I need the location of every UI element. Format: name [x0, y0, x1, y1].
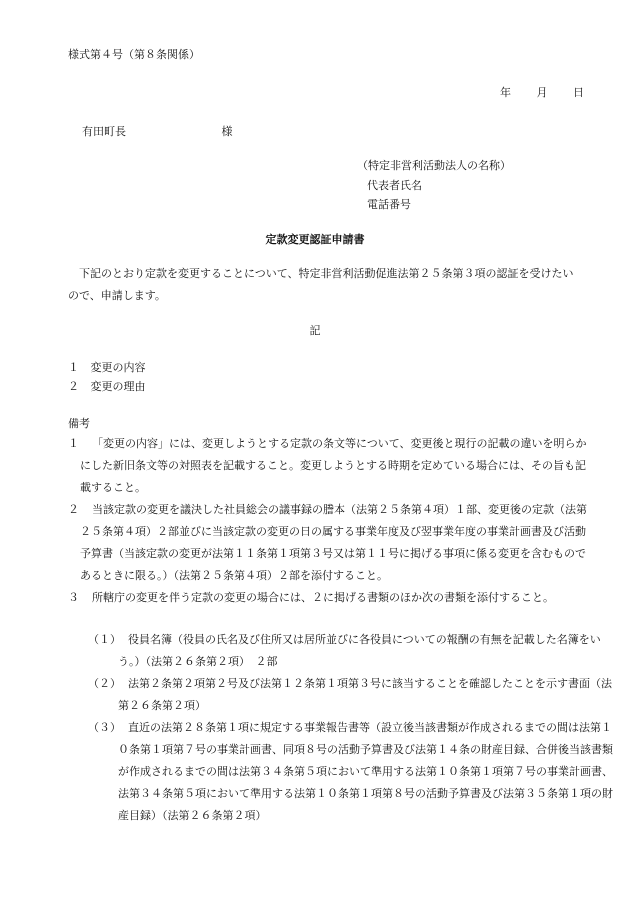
subnote-text: 役員名簿（役員の氏名及び住所又は居所並びに各役員についての報酬の有無を記載した名簿をいう。）（法第２６条第２項） ２部 — [118, 633, 601, 668]
page-title: 定款変更認証申請書 — [265, 233, 365, 246]
note-item — [68, 587, 596, 609]
subnote-text: 直近の法第２８条第１項に規定する事業報告書等（設立後当該書類が作成されるまでの間は法第１０条第１項第７号の事業計画書、同項８号の活動予算書及び法第１４条の財産目録、合併後当該書類が作成されるまでの間は法第３４条第５項において準用する法第１０条第１項第７号の事業計画書、法第３４条第５項において準用する法第１０条第１項第８号の活動予算書及び法第３５条第１項の財産目録）（法第２６条第２項） — [118, 721, 613, 822]
subnote-item — [88, 629, 614, 673]
item-number: ２ — [68, 380, 79, 393]
addressee-honorific: 様 — [221, 125, 233, 138]
date-month: 月 — [536, 86, 548, 99]
applicant-rep: 代表者氏名 — [367, 179, 422, 192]
note-text: 「変更の内容」には、変更しようとする定款の条文等について、変更後と現行の記載の違いを明らかにした新旧条文等の対照表を記載すること。変更しようとする時期を定めている場合には、その旨も記載すること。 — [80, 437, 587, 494]
applicant-org: （特定非営利活動法人の名称） — [357, 159, 511, 172]
subnote-number: （１） — [88, 633, 121, 646]
addressee-name: 有田町長 — [82, 125, 126, 138]
applicant-phone: 電話番号 — [367, 198, 411, 211]
notes-heading: 備考 — [68, 417, 90, 430]
date-day: 日 — [573, 86, 584, 99]
form-label: 様式第４号（第８条関係） — [68, 48, 200, 61]
item-text: 変更の理由 — [90, 380, 146, 393]
subnote-item — [88, 673, 614, 717]
note-number: ３ — [68, 591, 79, 604]
list-item — [68, 379, 146, 396]
addressee — [82, 124, 233, 141]
subnote-text: 法第２条第２項第２号及び法第１２条第１項第３号に該当することを確認したことを示す書面（法第２６条第２項） — [118, 677, 612, 712]
list-item — [68, 360, 146, 377]
subnote-number: （２） — [88, 677, 121, 690]
ki-label: 記 — [309, 324, 321, 337]
subnote-number: （３） — [88, 721, 121, 734]
note-text: 所轄庁の変更を伴う定款の変更の場合には、２に掲げる書類のほか次の書類を添付すること。 — [92, 591, 554, 604]
date-line — [500, 85, 584, 102]
note-item — [68, 433, 596, 499]
item-number: １ — [68, 361, 79, 374]
body-text: 下記のとおり定款を変更することについて、特定非営利活動促進法第２５条第３項の認証を受けたいので、申請します。 — [68, 267, 574, 302]
note-number: １ — [68, 437, 79, 450]
item-text: 変更の内容 — [90, 361, 146, 374]
date-year: 年 — [500, 86, 511, 99]
subnote-item — [88, 717, 614, 827]
note-item — [68, 499, 596, 587]
note-number: ２ — [68, 503, 79, 516]
note-text: 当該定款の変更を議決した社員総会の議事録の謄本（法第２５条第４項）１部、変更後の定款（法第２５条第４項）２部並びに当該定款の変更の日の属する事業年度及び翌事業年度の事業計画書及び活動予算書（当該定款の変更が法第１１条第１項第３号又は第１１号に掲げる事項に係る変更を含むものであるときに限る。）（法第２５条第４項）２部を添付すること。 — [80, 503, 587, 582]
